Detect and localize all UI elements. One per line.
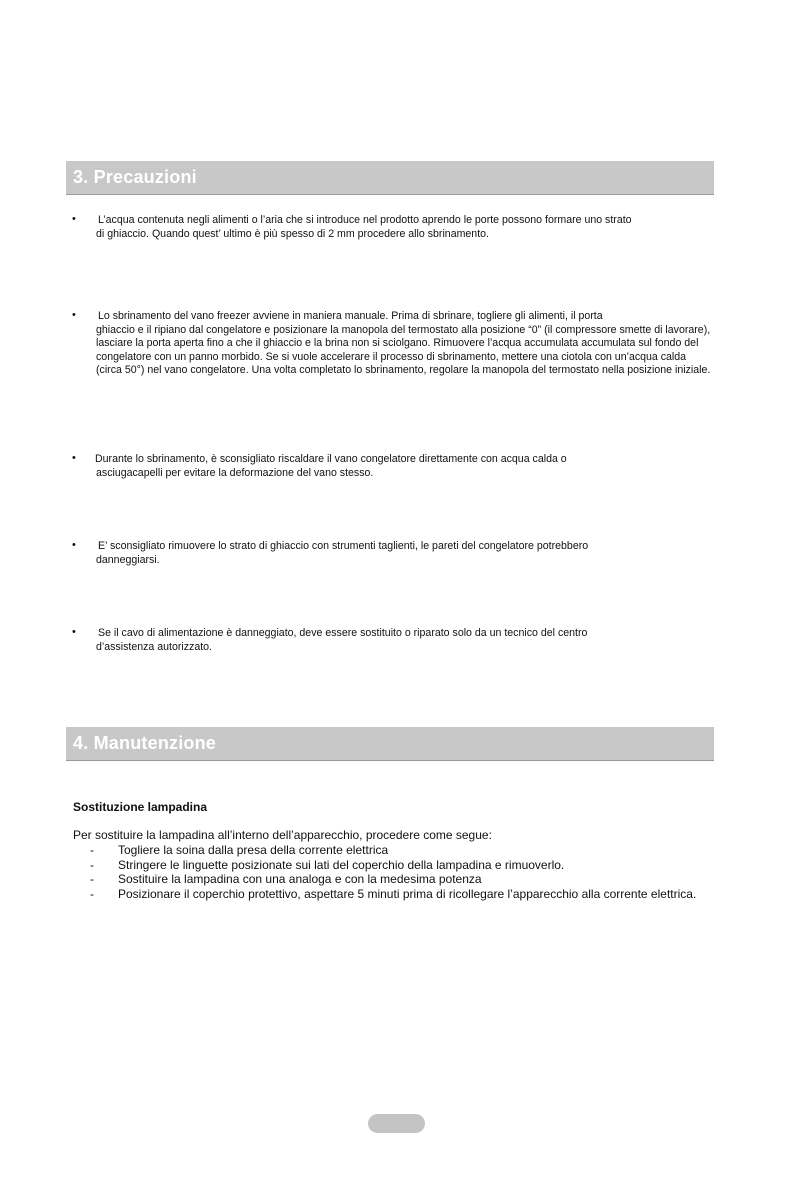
bullet-item [72, 214, 720, 241]
bullet-icon: • [72, 213, 76, 225]
dash-marker: - [90, 843, 94, 857]
steps-list [90, 843, 720, 901]
bullet-text-rest: ghiaccio e il ripiano dal congelatore e posizionare la manopola del termostato alla posizione “0” (il compressore smette di lavorare), lasciare la porta aperta fino a che il ghiaccio e la brina non si sciolgano. Rimuovere l’acqua accumulata accumulata sul fondo del congelatore con un panno morbido. Se si vuole accelerare il processo di sbrinamento, mettere una ciotola con un’acqua calda (circa 50°) nel vano congelatore. Una volta completato lo sbrinamento, regolare la manopola del termostato nella posizione iniziale. [96, 323, 711, 376]
dash-marker: - [90, 857, 94, 872]
section-header-maintenance [66, 727, 714, 761]
list-item [90, 843, 720, 858]
bullet-icon: • [72, 626, 76, 638]
bullet-item [72, 310, 720, 378]
bullet-text-first: Durante lo sbrinamento, è sconsigliato riscaldare il vano congelatore direttamente con acqua calda o [95, 453, 567, 465]
step-text: Togliere la soina dalla presa della corrente elettrica [118, 843, 389, 857]
bullet-item [72, 540, 720, 567]
bullet-text-rest: asciugacapelli per evitare la deformazione del vano stesso. [96, 466, 374, 479]
section-title: 3. Precauzioni [73, 167, 197, 187]
bullet-text-rest: d’assistenza autorizzato. [96, 640, 213, 653]
bullet-text-rest: di ghiaccio. Quando quest’ ultimo è più spesso di 2 mm procedere allo sbrinamento. [96, 227, 489, 240]
section-title: 4. Manutenzione [73, 733, 217, 753]
step-text: Stringere le linguette posizionate sui lati del coperchio della lampadina e rimuoverlo. [118, 857, 565, 872]
bullet-text-first: Lo sbrinamento del vano freezer avviene in maniera manuale. Prima di sbrinare, togliere gli alimenti, il porta [98, 310, 603, 322]
bullet-item [72, 627, 720, 654]
list-item [90, 872, 720, 887]
bullet-text-rest: danneggiarsi. [96, 553, 160, 566]
list-item [90, 887, 720, 902]
page-number-pill [368, 1114, 425, 1133]
bullet-icon: • [72, 539, 76, 551]
dash-marker: - [90, 886, 94, 901]
bullet-text-first: E’ sconsigliato rimuovere lo strato di ghiaccio con strumenti taglienti, le pareti del congelatore potrebbero [98, 540, 589, 552]
bullet-item [72, 453, 720, 480]
intro-text: Per sostituire la lampadina all’interno dell’apparecchio, procedere come segue: [73, 828, 492, 842]
subheading-lamp-replacement: Sostituzione lampadina [73, 800, 208, 814]
list-item [90, 858, 720, 873]
bullet-icon: • [72, 309, 76, 321]
bullet-text-first: Se il cavo di alimentazione è danneggiato, deve essere sostituito o riparato solo da un tecnico del centro [98, 627, 588, 639]
bullet-icon: • [72, 452, 76, 464]
section-header-precautions [66, 161, 714, 195]
dash-marker: - [90, 872, 94, 886]
bullet-text-first: L’acqua contenuta negli alimenti o l’aria che si introduce nel prodotto aprendo le porte possono formare uno strato [98, 214, 632, 226]
step-text: Posizionare il coperchio protettivo, aspettare 5 minuti prima di ricollegare l’apparecchio alla corrente elettrica. [118, 886, 697, 901]
step-text: Sostituire la lampadina con una analoga e con la medesima potenza [118, 872, 482, 886]
